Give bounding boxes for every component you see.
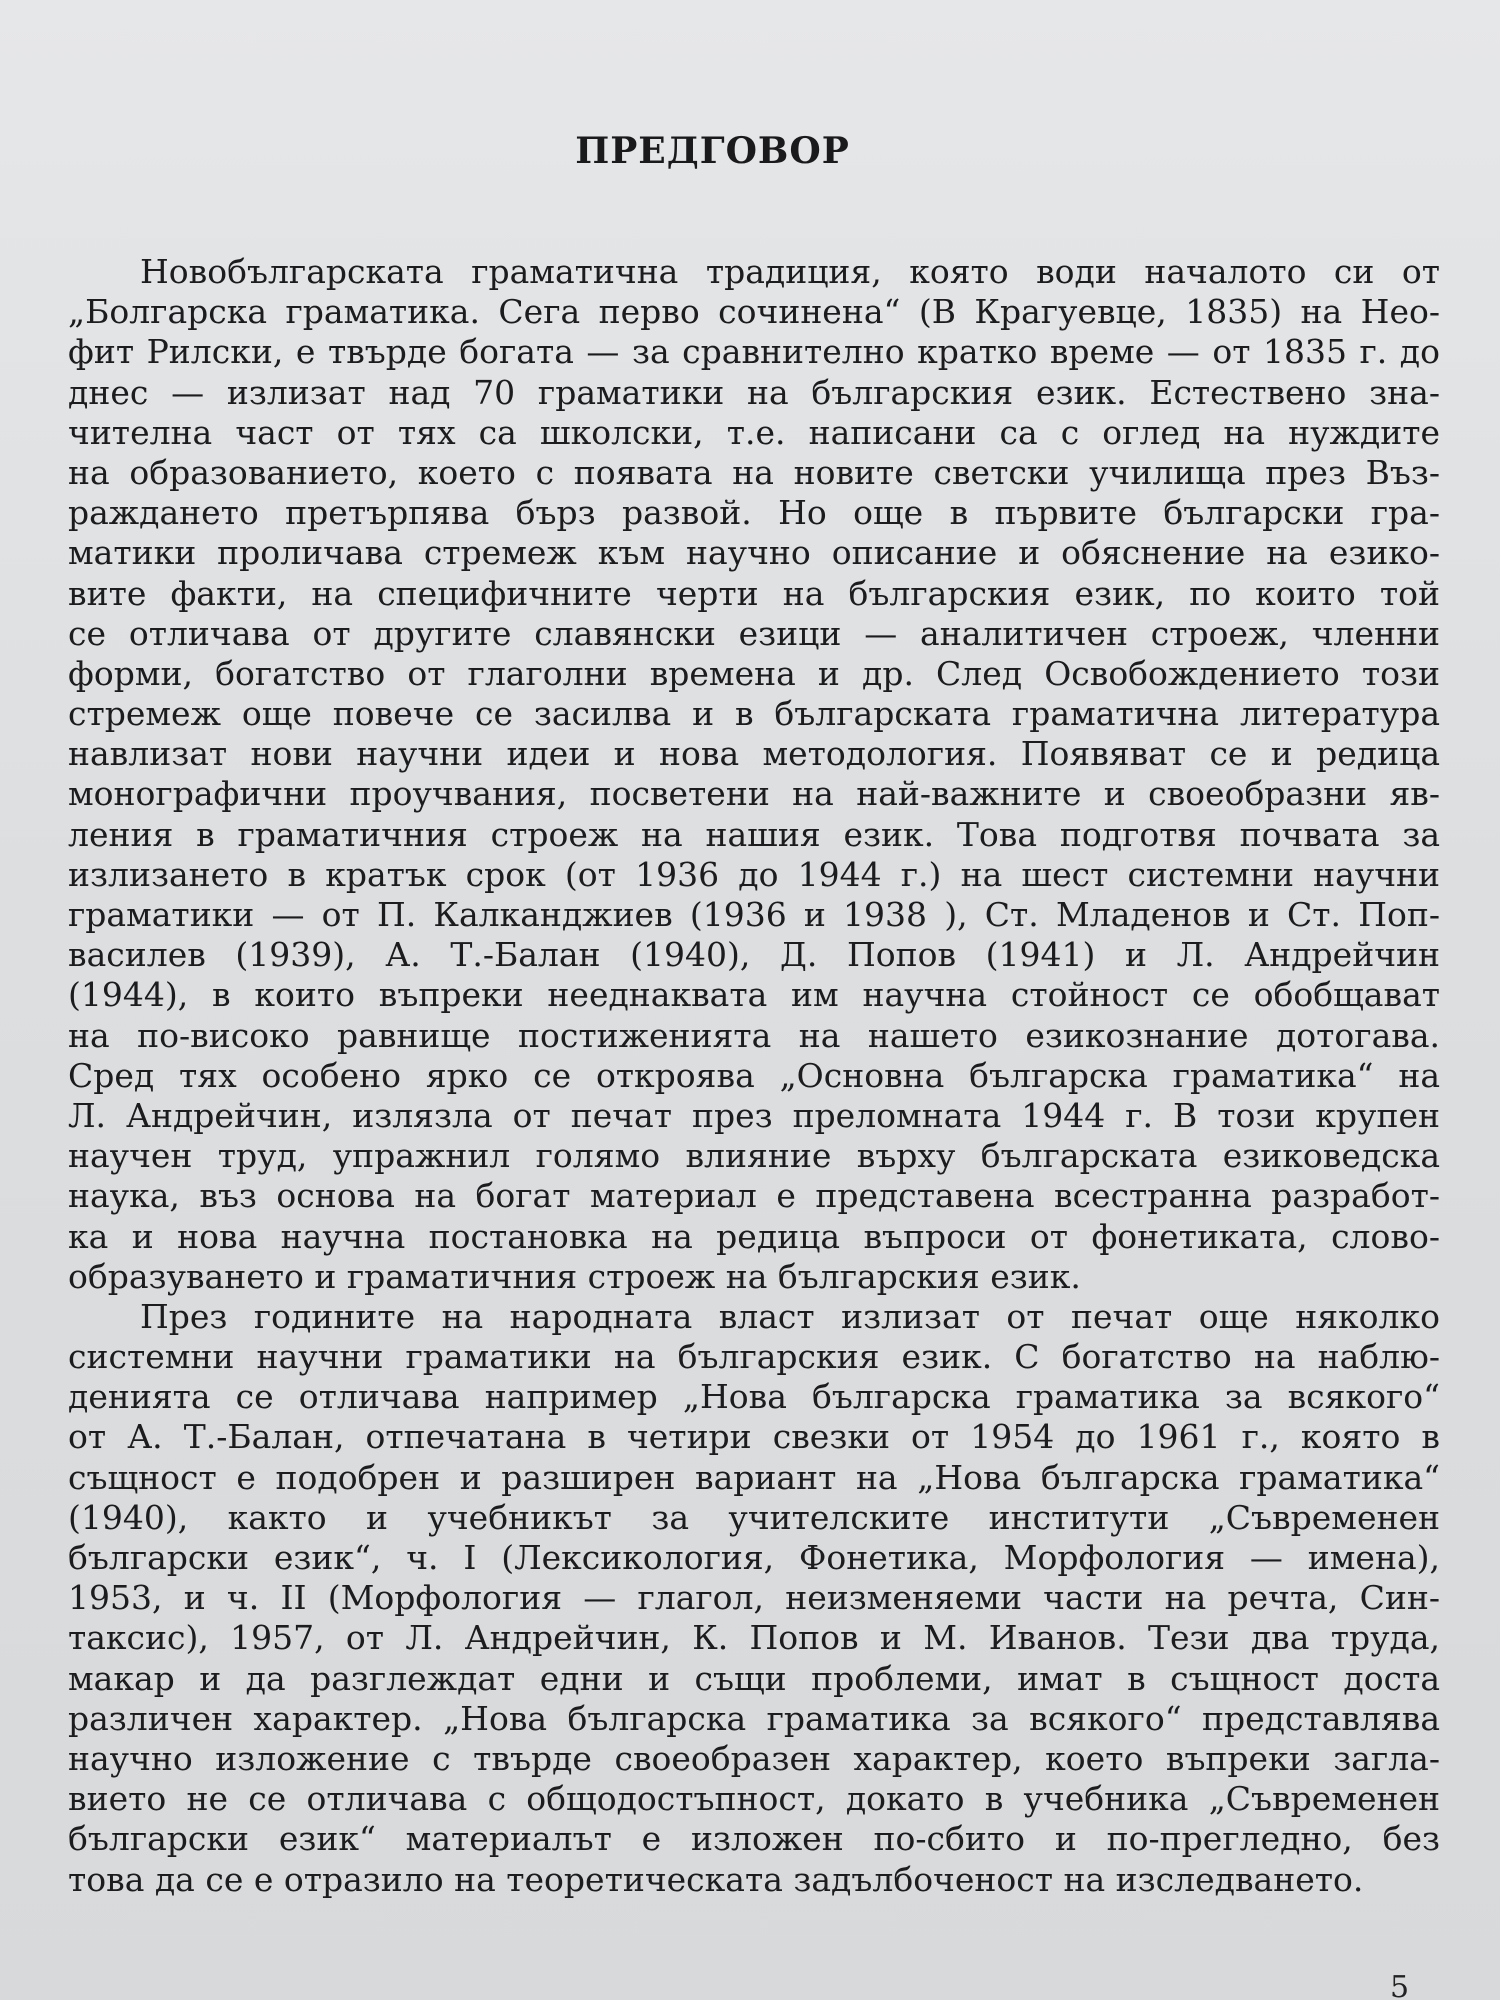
text-line: научно изложение с твърде своеобразен характер, което въпреки загла-: [68, 1738, 1440, 1778]
page-number: 5: [1390, 1970, 1410, 2000]
text-line: „Болгарска граматика. Сега перво сочинена“ (В Крагуевце, 1835) на Нео-: [68, 292, 1440, 332]
text-line: излизането в кратък срок (от 1936 до 1944 г.) на шест системни научни: [68, 854, 1440, 894]
text-line: Новобългарската граматична традиция, която води началото си от: [140, 252, 1440, 291]
text-line: български език“ материалът е изложен по-сбито и по-прегледно, без: [68, 1819, 1440, 1859]
text-line: вието не се отличава с общодостъпност, докато в учебника „Съвременен: [68, 1779, 1440, 1819]
text-line: вите факти, на специфичните черти на българския език, по които той: [68, 573, 1440, 613]
text-line: раждането претърпява бърз развой. Но още в първите български гра-: [68, 493, 1440, 533]
text-line: същност е подобрен и разширен вариант на „Нова българска граматика“: [68, 1457, 1440, 1497]
text-line: днес — излизат над 70 граматики на българския език. Естествено зна-: [68, 372, 1440, 412]
text-line: матики проличава стремеж към научно описание и обяснение на езико-: [68, 533, 1440, 573]
body-text: [68, 252, 1440, 1900]
text-line: василев (1939), А. Т.-Балан (1940), Д. Попов (1941) и Л. Андрейчин: [68, 935, 1440, 975]
text-line: форми, богатство от глаголни времена и др. След Освобождението този: [68, 653, 1440, 693]
text-line: През годините на народната власт излизат от печат още няколко: [140, 1296, 1440, 1336]
text-line: Сред тях особено ярко се откроява „Основна българска граматика“ на: [68, 1055, 1440, 1095]
text-line: това да се е отразило на теоретическата задълбоченост на изследването.: [68, 1859, 1364, 1899]
text-line: таксис), 1957, от Л. Андрейчин, К. Попов и М. Иванов. Тези два труда,: [68, 1618, 1440, 1658]
text-line: български език“, ч. I (Лексикология, Фонетика, Морфология — имена),: [68, 1538, 1440, 1577]
text-line: ка и нова научна постановка на редица въпроси от фонетиката, слово-: [68, 1216, 1440, 1256]
text-line: (1944), в които въпреки нееднаквата им научна стойност се обобщават: [68, 975, 1440, 1015]
text-line: на по-високо равнище постиженията на нашето езикознание дотогава.: [68, 1015, 1440, 1055]
text-line: денията се отличава например „Нова българска граматика за всякого“: [68, 1377, 1440, 1417]
text-line: ления в граматичния строеж на нашия език. Това подготвя почвата за: [68, 814, 1440, 854]
text-line: научен труд, упражнил голямо влияние върху българската езиковедска: [68, 1136, 1440, 1176]
text-line: монографични проучвания, посветени на най-важните и своеобразни яв-: [68, 774, 1440, 814]
text-line: образуването и граматичния строеж на българския език.: [68, 1256, 1081, 1296]
text-line: граматики — от П. Калканджиев (1936 и 1938 ), Ст. Младенов и Ст. Поп-: [68, 895, 1440, 934]
text-line: чителна част от тях са школски, т.е. написани са с оглед на нуждите: [68, 412, 1440, 452]
page-title: ПРЕДГОВОР: [575, 130, 850, 172]
paragraph: [68, 252, 1440, 1297]
text-line: наука, въз основа на богат материал е представена всестранна разработ-: [68, 1176, 1440, 1216]
paragraph: [68, 1297, 1440, 1900]
text-line: различен характер. „Нова българска граматика за всякого“ представлява: [68, 1698, 1440, 1738]
text-line: фит Рилски, е твърде богата — за сравнително кратко време — от 1835 г. до: [68, 332, 1440, 372]
text-line: от А. Т.-Балан, отпечатана в четири свезки от 1954 до 1961 г., която в: [68, 1417, 1440, 1457]
text-line: Л. Андрейчин, излязла от печат през преломната 1944 г. В този крупен: [68, 1095, 1440, 1135]
text-line: се отличава от другите славянски езици — аналитичен строеж, членни: [68, 613, 1440, 653]
text-line: на образованието, което с появата на новите светски училища през Въз-: [68, 452, 1440, 492]
text-line: навлизат нови научни идеи и нова методология. Появяват се и редица: [68, 734, 1440, 774]
text-line: макар и да разглеждат едни и същи проблеми, имат в същност доста: [68, 1658, 1440, 1698]
text-line: (1940), както и учебникът за учителските институти „Съвременен: [68, 1497, 1440, 1537]
text-line: стремеж още повече се засилва и в българската граматична литература: [68, 694, 1440, 734]
text-line: 1953, и ч. II (Морфология — глагол, неизменяеми части на речта, Син-: [68, 1578, 1440, 1618]
text-line: системни научни граматики на българския език. С богатство на наблю-: [68, 1337, 1440, 1377]
